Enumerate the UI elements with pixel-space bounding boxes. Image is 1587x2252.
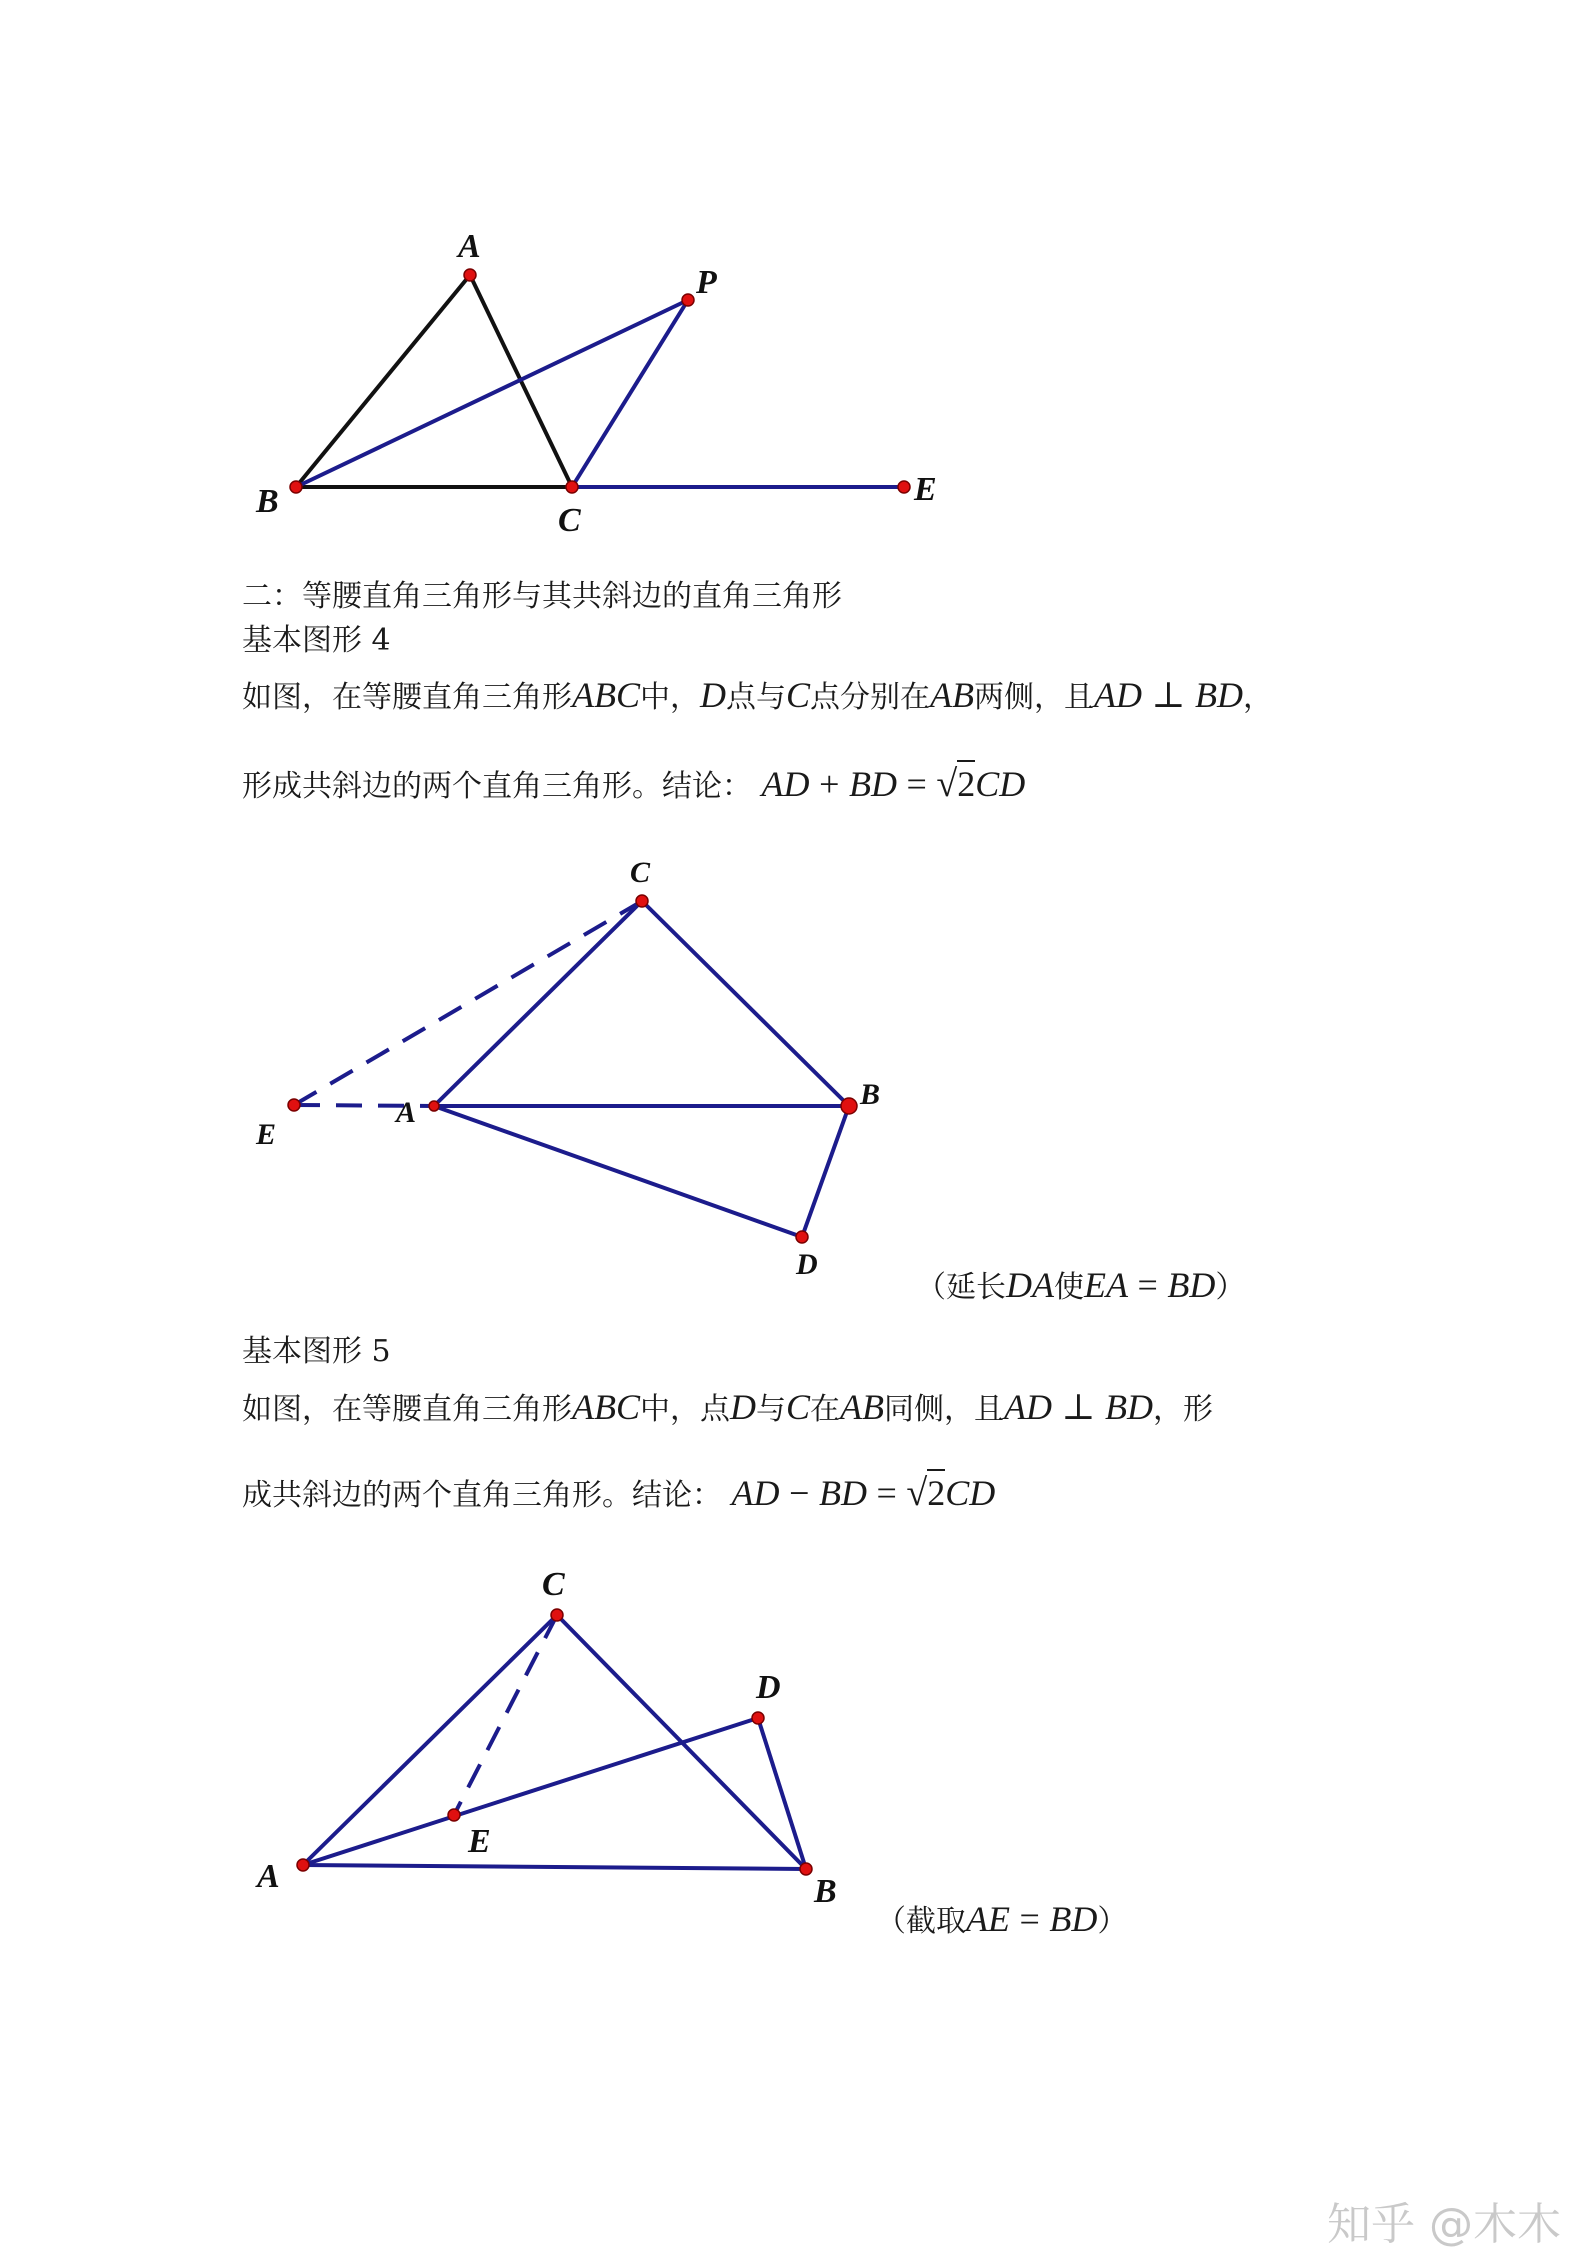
text-span: 使: [1054, 1270, 1084, 1305]
text-span: 在: [810, 1392, 841, 1427]
sqrt-radicand: 2: [957, 760, 975, 804]
segment-ce-dashed: [454, 1615, 557, 1815]
shape5-note: [876, 1896, 1127, 1940]
math-cd: CD: [945, 1473, 996, 1513]
equals-symbol: =: [1137, 1265, 1158, 1305]
sqrt-symbol: √: [936, 763, 958, 805]
math-bd: BD: [818, 1473, 867, 1513]
label-e: E: [914, 471, 937, 508]
text-span: ，: [1242, 680, 1273, 715]
label-a: A: [257, 1858, 280, 1895]
label-b: B: [814, 1873, 837, 1910]
segment-ac: [303, 1615, 557, 1865]
text-span: 两侧，且: [974, 680, 1094, 715]
shape4-title: 基本图形 4: [242, 623, 391, 658]
text-span: 点与: [726, 680, 786, 715]
label-d: D: [756, 1669, 781, 1706]
math-ad: AD: [1004, 1387, 1052, 1427]
label-c: C: [630, 856, 651, 889]
math-c: C: [786, 675, 811, 715]
text-span: 中，: [640, 680, 700, 715]
section-heading: 二：等腰直角三角形与其共斜边的直角三角形: [242, 579, 842, 614]
segment-ab: [303, 1865, 806, 1869]
equals-symbol: =: [1019, 1899, 1040, 1939]
label-a: A: [396, 1096, 417, 1129]
label-e: E: [256, 1118, 277, 1151]
segment-ad: [303, 1718, 758, 1865]
text-span: ）: [1097, 1904, 1128, 1939]
math-bd: BD: [1194, 675, 1243, 715]
watermark: 知乎 @木木: [1327, 2199, 1561, 2250]
math-ae: AE: [966, 1899, 1010, 1939]
math-ad: AD: [731, 1473, 780, 1513]
math-bd: BD: [1049, 1899, 1098, 1939]
text-span: 中，点: [640, 1392, 730, 1427]
point-c: [551, 1609, 563, 1621]
text-span: 与: [756, 1392, 786, 1427]
text-span: ，形: [1152, 1392, 1213, 1427]
perp-symbol: ⊥: [1151, 675, 1186, 715]
math-c: C: [786, 1387, 811, 1427]
text-span: （延长: [916, 1270, 1006, 1305]
point-e: [448, 1809, 460, 1821]
label-b: B: [256, 483, 279, 520]
equals-symbol: =: [876, 1473, 897, 1513]
math-da: DA: [1006, 1265, 1054, 1305]
text-span: 如图，在等腰直角三角形: [242, 1392, 572, 1427]
plus-symbol: +: [819, 764, 840, 804]
label-p: P: [696, 264, 717, 301]
math-bd: BD: [1104, 1387, 1153, 1427]
math-abc: ABC: [572, 675, 640, 715]
point-a: [297, 1859, 309, 1871]
equals-symbol: =: [906, 764, 927, 804]
text-span: 同侧，且: [884, 1392, 1004, 1427]
sqrt-radicand: 2: [927, 1469, 945, 1513]
label-a: A: [458, 228, 481, 265]
text-span: （截取: [876, 1904, 966, 1939]
math-ea: EA: [1084, 1265, 1128, 1305]
perp-symbol: ⊥: [1061, 1387, 1096, 1427]
label-b: B: [860, 1078, 881, 1111]
math-cd: CD: [975, 764, 1026, 804]
math-abc: ABC: [572, 1387, 640, 1427]
math-d: D: [730, 1387, 756, 1427]
label-e: E: [468, 1823, 491, 1860]
text-span: 形成共斜边的两个直角三角形。结论：: [242, 769, 752, 804]
label-c: C: [542, 1566, 565, 1603]
minus-symbol: −: [789, 1473, 810, 1513]
text-span: 成共斜边的两个直角三角形。结论：: [242, 1478, 722, 1513]
shape5-title: 基本图形 5: [242, 1334, 391, 1369]
label-c: C: [558, 502, 581, 539]
text-span: 如图，在等腰直角三角形: [242, 680, 572, 715]
text-span: ）: [1215, 1270, 1246, 1305]
label-d: D: [796, 1248, 818, 1281]
point-d: [752, 1712, 764, 1724]
math-bd: BD: [1167, 1265, 1216, 1305]
math-ab: AB: [840, 1387, 884, 1427]
math-ab: AB: [930, 675, 974, 715]
math-d: D: [700, 675, 726, 715]
sqrt-symbol: √: [906, 1472, 928, 1514]
math-ad: AD: [1094, 675, 1142, 715]
math-bd: BD: [848, 764, 897, 804]
text-span: 点分别在: [810, 680, 931, 715]
math-ad: AD: [761, 764, 810, 804]
point-b: [800, 1863, 812, 1875]
